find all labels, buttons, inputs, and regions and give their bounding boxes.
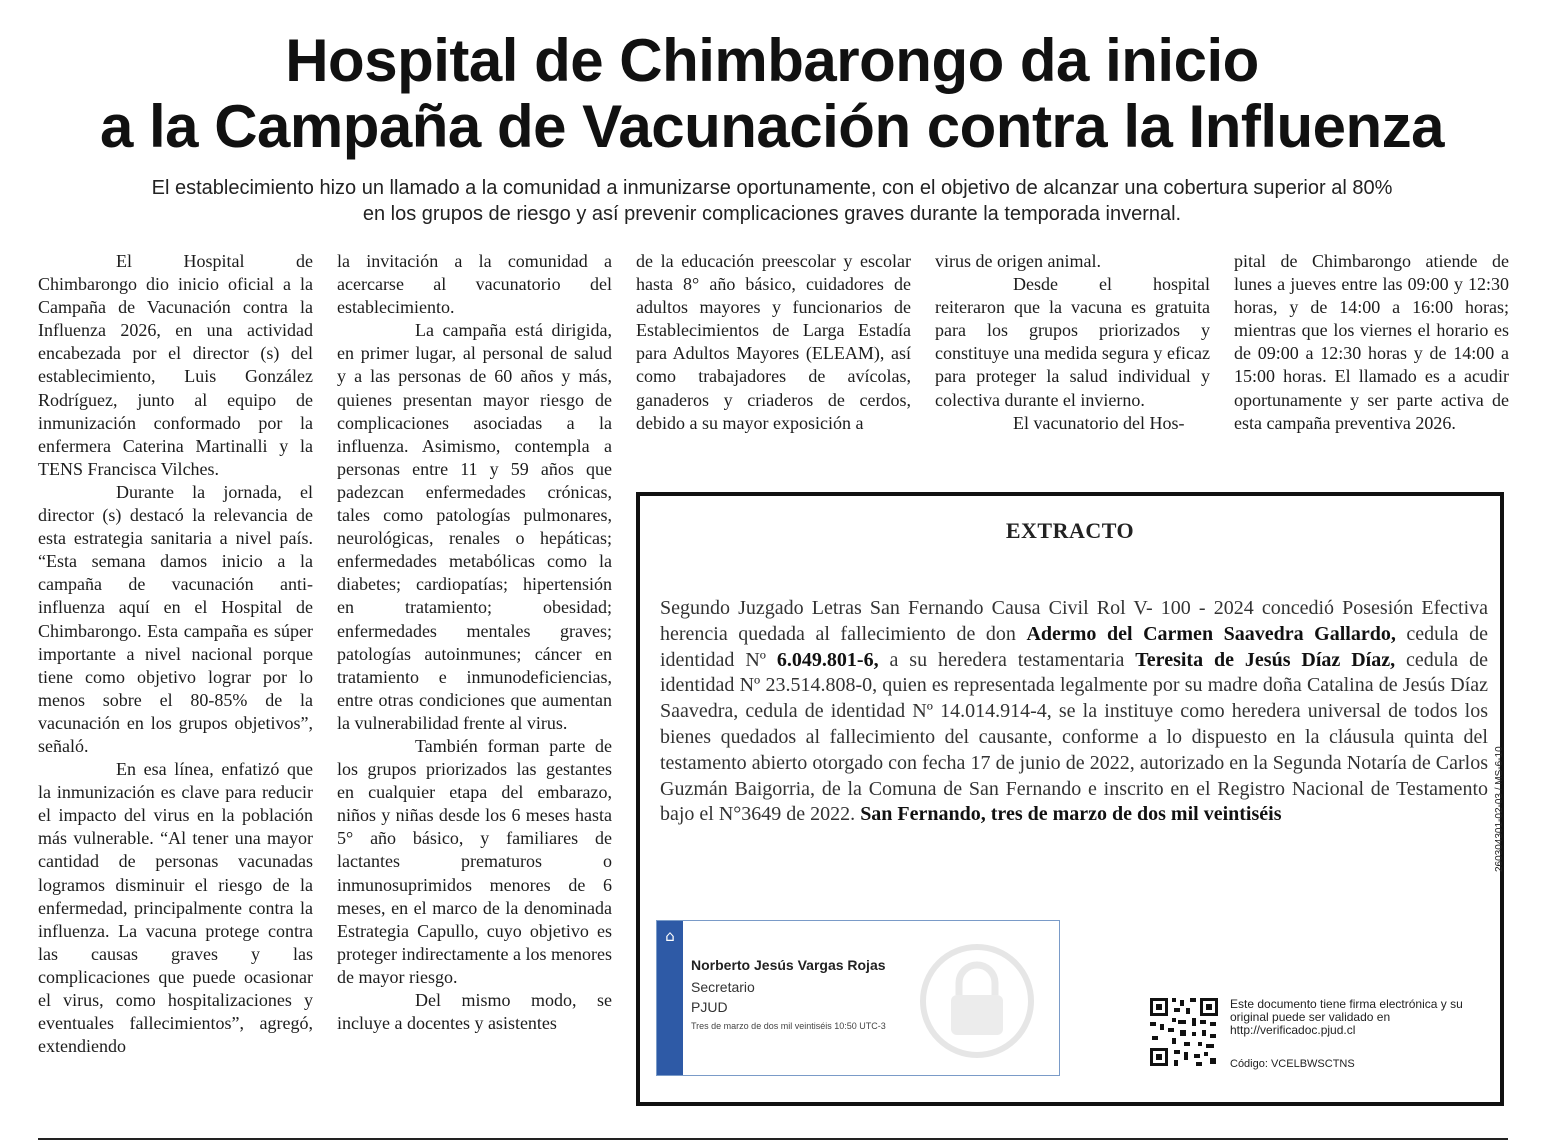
- signature-date: Tres de marzo de dos mil veintiséis 10:50 UTC-3: [691, 1021, 886, 1031]
- signature-bar: [657, 921, 683, 1075]
- article-paragraph: La campaña está dirigida, en primer lugar, al personal de salud y a las personas de 60 años y más, quienes presentan mayor riesgo de complicaciones asociadas a la influenza. Asimismo, contempla a personas entre 11 y 59 años que padezcan enfermedades crónicas, tales como patologías pulmonares, neurológicas, renales o hepáticas; enfermedades metabólicas como la diabetes; cardiopatías; hipertensión en tratamiento; obesidad; enfermedades mentales graves; patologías autoinmunes; cáncer en tratamiento e inmunodeficiencias, entre otras condiciones que aumentan la vulnerabilidad frente al virus.: [337, 320, 612, 733]
- article-paragraph: pital de Chimbarongo atiende de lunes a jueves entre las 09:00 y 12:30 horas, y de 14:00 a 16:00 horas; mientras que los viernes el horario es de 09:00 a 12:30 horas y de 14:00 a 15:00 horas. El llamado es a acudir oportunamente y ser parte activa de esta campaña preventiva 2026.: [1234, 251, 1509, 433]
- deceased-name: Adermo del Carmen Saavedra Gallardo,: [1026, 622, 1396, 645]
- article-paragraph: de la educación preescolar y escolar hasta 8° año básico, cuidadores de adultos mayores y funcionarios de Establecimientos de Larga Estadía para Adultos Mayores (ELEAM), así como trabajadores de avícolas, ganaderos y criaderos de cerdos, debido a su mayor exposición a: [636, 251, 911, 433]
- headline: [0, 28, 1544, 160]
- signer-org: PJUD: [691, 999, 728, 1015]
- article-column-1: [38, 250, 313, 1058]
- headline-line-2: a la Campaña de Vacunación contra la Influenza: [99, 93, 1445, 160]
- signer-name: Norberto Jesús Vargas Rojas: [691, 957, 886, 973]
- article-paragraph: También forman parte de los grupos priorizados las gestantes en cualquier etapa del embarazo, niños y niñas desde los 6 meses hasta 5° año básico, y familiares de lactantes prematuros o inmunosuprimidos menores de 6 meses, en el marco de la denominada Estrategia Capullo, cuyo objetivo es proteger indirectamente a los menores de mayor riesgo.: [337, 735, 612, 987]
- article-paragraph: Durante la jornada, el director (s) destacó la relevancia de esta estrategia sanitaria a nivel país. “Esta semana damos inicio a la campaña de vacunación anti-influenza aquí en el Hospital de Chimbarongo. Esta campaña es súper importante a nivel nacional porque tiene como objetivo lograr por lo menos sobre el 80-85% de la vacunación en los grupos objetivos”, señaló.: [38, 481, 313, 756]
- bottom-divider: [38, 1138, 1508, 1140]
- article-column-4: [935, 250, 1210, 435]
- verification-text: Este documento tiene firma electrónica y su original puede ser validado en http://verificadoc.pjud.cl: [1230, 997, 1463, 1037]
- subheadline: El establecimiento hizo un llamado a la comunidad a inmunizarse oportunamente, con el objetivo de alcanzar una cobertura superior al 80% en los grupos de riesgo y así prevenir complicaciones graves durante la temporada invernal.: [151, 177, 1393, 225]
- article-paragraph: El Hospital de Chimbarongo dio inicio oficial a la Campaña de Vacunación contra la Influenza 2026, en una actividad encabezada por el director (s) del establecimiento, Luis González Rodríguez, junto al equipo de inmunización conformado por la enfermera Caterina Martinalli y la TENS Francisca Vilches.: [38, 251, 313, 479]
- headline-line-1: Hospital de Chimbarongo da inicio: [285, 27, 1259, 94]
- article-paragraph: El vacunatorio del Hos-: [1013, 412, 1185, 433]
- legal-text: cedula de identidad Nº 23.514.808-0, quien es representada legalmente por su madre doña Catalina de Jesús Díaz Saavedra, cedula de identidad Nº 14.014.914-4, se la instituye como heredera universal de todos los bienes quedados al fallecimiento del causante, conforme a lo dispuesto en la cláusula quinta del testamento abierto otorgado con fecha 17 de junio de 2022, autorizado en la Segunda Notaría de Carlos Guzmán Baigorria, de la Comuna de San Fernando e inscrito en el Registro Nacional de Testamento bajo el N°3649 de 2022.: [660, 648, 1488, 826]
- legal-date: San Fernando, tres de marzo de dos mil veintiséis: [860, 803, 1282, 826]
- heir-name: Teresita de Jesús Díaz Díaz,: [1135, 648, 1396, 671]
- article-column-2: [337, 250, 612, 1035]
- signer-role: Secretario: [691, 979, 755, 995]
- article-column-3: [636, 250, 911, 435]
- legal-notice-title: EXTRACTO: [1005, 518, 1135, 543]
- legal-notice-body: [660, 596, 1488, 828]
- article-paragraph: En esa línea, enfatizó que la inmunización es clave para reducir el impacto del virus en la población más vulnerable. “Al tener una mayor cantidad de personas vacunadas logramos disminuir el riesgo de la enfermedad, principalmente contra la influenza. La vacuna protege contra las causas graves y las complicaciones que puede ocasionar el virus, como hospitalizaciones y eventuales fallecimientos”, agregó, extendiendo: [38, 759, 313, 1057]
- legal-notice-box: [636, 492, 1504, 1106]
- article-column-5: [1234, 250, 1509, 435]
- legal-text: Segundo Juzgado Letras San Fernando Causa Civil Rol V- 100 - 2024 concedió Posesión Efectiva herencia quedada al fallecimiento de don: [660, 597, 1488, 645]
- qr-code-icon[interactable]: [1148, 996, 1220, 1068]
- verification-code: Código: VCELBWSCTNS: [1230, 1058, 1355, 1070]
- article-paragraph: la invitación a la comunidad a acercarse al vacunatorio del establecimiento.: [337, 251, 612, 318]
- document-side-code: 260304301-02-03 / MS-6-10: [1494, 746, 1505, 872]
- lock-icon: [919, 943, 1035, 1059]
- article-paragraph: Desde el hospital reiteraron que la vacuna es gratuita para los grupos priorizados y constituye una medida segura y eficaz para proteger la salud individual y colectiva durante el invierno.: [935, 274, 1210, 410]
- article-paragraph: Del mismo modo, se incluye a docentes y asistentes: [337, 990, 612, 1034]
- deceased-id: 6.049.801-6,: [776, 648, 879, 671]
- article-paragraph: virus de origen animal.: [935, 251, 1101, 271]
- institution-icon: ⌂: [665, 927, 675, 945]
- legal-text: cedula de identidad Nº: [660, 622, 1488, 671]
- electronic-signature-box: [656, 920, 1060, 1076]
- legal-text: a su heredera testamentaria: [878, 648, 1136, 671]
